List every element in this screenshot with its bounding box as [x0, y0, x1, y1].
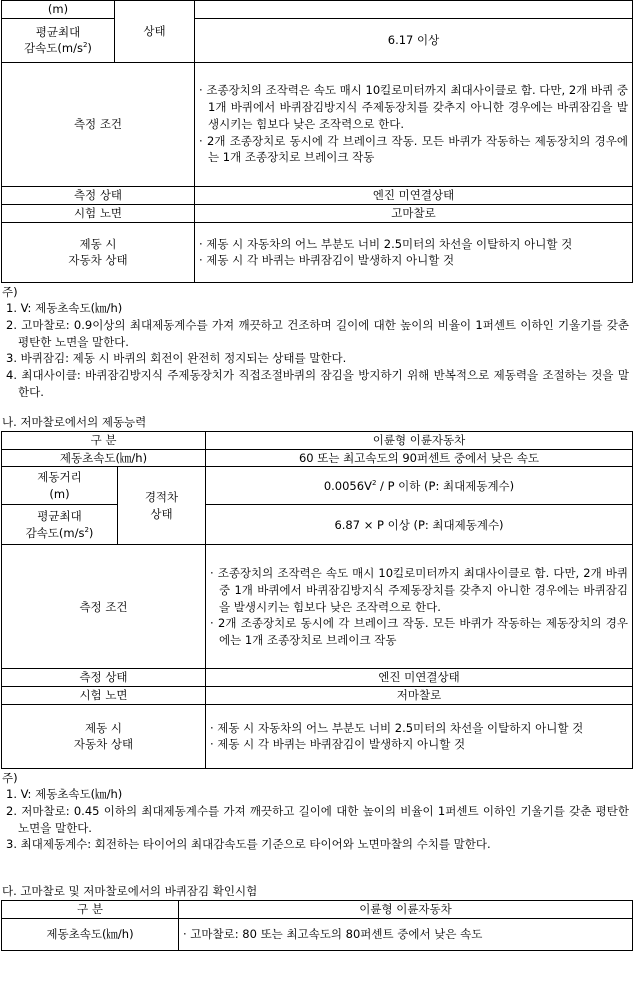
- speed-label: 제동초속도(㎞/h): [2, 449, 206, 467]
- condition-item-1: · 조종장치의 조작력은 속도 매시 10킬로미터까지 최대사이클로 함. 다만, 2개 바퀴 중 1개 바퀴에서 바퀴잠김방지식 주제동장치를 갖추지 아니한 경우에는 바퀴잠김을 발생시키는 힘보다 낮은 조작력으로 한다.: [210, 566, 628, 614]
- vehicle-item-2: · 제동 시 각 바퀴는 바퀴잠김이 발생하지 아니할 것: [199, 253, 455, 268]
- header-vehicle-type: 이륜형 이륜자동차: [206, 432, 633, 450]
- condition-item-1: · 조종장치의 조작력은 속도 매시 10킬로미터까지 최대사이클로 함. 다만, 2개 바퀴 중 1개 바퀴에서 바퀴잠김방지식 주제동장치를 갖추지 아니한 경우에는 바퀴잠김을 발생시키는 힘보다 낮은 조작력으로 한다.: [199, 83, 628, 131]
- vehicle-item-2: · 제동 시 각 바퀴는 바퀴잠김이 발생하지 아니할 것: [210, 737, 466, 752]
- road-value: 저마찰로: [206, 687, 633, 705]
- note-item: 2. 저마찰로: 0.45 이하의 최대제동계수를 가져 깨끗하고 길이에 대한 높이의 비율이 1퍼센트 이하인 기울기를 갖춘 평탄한 노면을 말한다.: [6, 804, 629, 835]
- measure-state-label: 측정 상태: [2, 186, 195, 204]
- distance-value: [195, 1, 633, 19]
- notes-head: 주): [2, 770, 18, 785]
- road-label: 시험 노면: [2, 687, 206, 705]
- state-label: 경적차 상태: [118, 467, 206, 545]
- notes-1: [0, 284, 633, 401]
- vehicle-state-label: 제동 시 자동차 상태: [2, 222, 195, 282]
- section-b-title: 나. 저마찰로에서의 제동능력: [2, 415, 147, 430]
- distance-label: 제동거리 (m): [2, 467, 118, 505]
- section-c-title: 다. 고마찰로 및 저마찰로에서의 바퀴잠김 확인시험: [2, 884, 258, 899]
- condition-text: [195, 62, 633, 186]
- notes-head: 주): [2, 284, 18, 299]
- note-item: 1. V: 제동초속도(㎞/h): [6, 301, 123, 316]
- vehicle-state-text: [206, 704, 633, 768]
- speed-value: · 고마찰로: 80 또는 최고속도의 80퍼센트 중에서 낮은 속도: [179, 918, 633, 950]
- note-item: 2. 고마찰로: 0.9이상의 최대제동계수를 가져 깨끗하고 건조하며 길이에 대한 높이의 비율이 1퍼센트 이하인 기울기를 갖춘 평탄한 노면을 말한다.: [6, 318, 629, 349]
- header-vehicle-type: 이륜형 이륜자동차: [179, 900, 633, 918]
- speed-value: 60 또는 최고속도의 90퍼센트 중에서 낮은 속도: [206, 449, 633, 467]
- low-friction-table: [1, 431, 633, 769]
- header-division: 구 분: [2, 432, 206, 450]
- decel-label: 평균최대 감속도$(m/s^2)$: [2, 18, 115, 62]
- note-item: 3. 바퀴잠김: 제동 시 바퀴의 회전이 완전히 정지되는 상태를 말한다.: [6, 351, 347, 366]
- note-item: 1. V: 제동초속도(㎞/h): [6, 787, 123, 802]
- wheel-lock-table: [1, 900, 633, 951]
- state-label: 상태: [115, 1, 195, 63]
- road-value: 고마찰로: [195, 204, 633, 222]
- decel-value: 6.17 이상: [195, 18, 633, 62]
- decel-value: 6.87 × P 이상 (P: 최대제동계수): [206, 505, 633, 545]
- vehicle-item-1: · 제동 시 자동차의 어느 부분도 너비 2.5미터의 차선을 이탈하지 아니할 것: [199, 236, 573, 251]
- condition-item-2: · 2개 조종장치로 동시에 각 브레이크 작동. 모든 바퀴가 작동하는 제동장치의 경우에는 1개 조종장치로 브레이크 작동: [210, 616, 628, 647]
- note-item: 4. 최대사이클: 바퀴잠김방지식 주제동장치가 직접조절바퀴의 잠김을 방지하기 위해 반복적으로 제동력을 조절하는 것을 말한다.: [6, 368, 629, 399]
- speed-label: 제동초속도(㎞/h): [2, 918, 179, 950]
- vehicle-item-1: · 제동 시 자동차의 어느 부분도 너비 2.5미터의 차선을 이탈하지 아니할 것: [210, 720, 584, 735]
- note-item: 3. 최대제동계수: 회전하는 타이어의 최대감속도를 기준으로 타이어와 노면마찰의 수치를 말한다.: [6, 837, 491, 852]
- vehicle-state-label: 제동 시 자동차 상태: [2, 704, 206, 768]
- measure-state-value: 엔진 미연결상태: [206, 669, 633, 687]
- header-division: 구 분: [2, 900, 179, 918]
- distance-value: $0.0056V^2$ / P 이하 (P: 최대제동계수): [206, 467, 633, 505]
- decel-label: 평균최대 감속도$(m/s^2)$: [2, 505, 118, 545]
- notes-2: [0, 770, 633, 853]
- measure-state-label: 측정 상태: [2, 669, 206, 687]
- measure-state-value: 엔진 미연결상태: [195, 186, 633, 204]
- vehicle-state-text: [195, 222, 633, 282]
- high-friction-table: [1, 0, 633, 283]
- road-label: 시험 노면: [2, 204, 195, 222]
- condition-label: 측정 조건: [2, 62, 195, 186]
- condition-item-2: · 2개 조종장치로 동시에 각 브레이크 작동. 모든 바퀴가 작동하는 제동장치의 경우에는 1개 조종장치로 브레이크 작동: [199, 133, 628, 165]
- condition-label: 측정 조건: [2, 545, 206, 669]
- condition-text: [206, 545, 633, 669]
- distance-unit: (m): [2, 1, 115, 19]
